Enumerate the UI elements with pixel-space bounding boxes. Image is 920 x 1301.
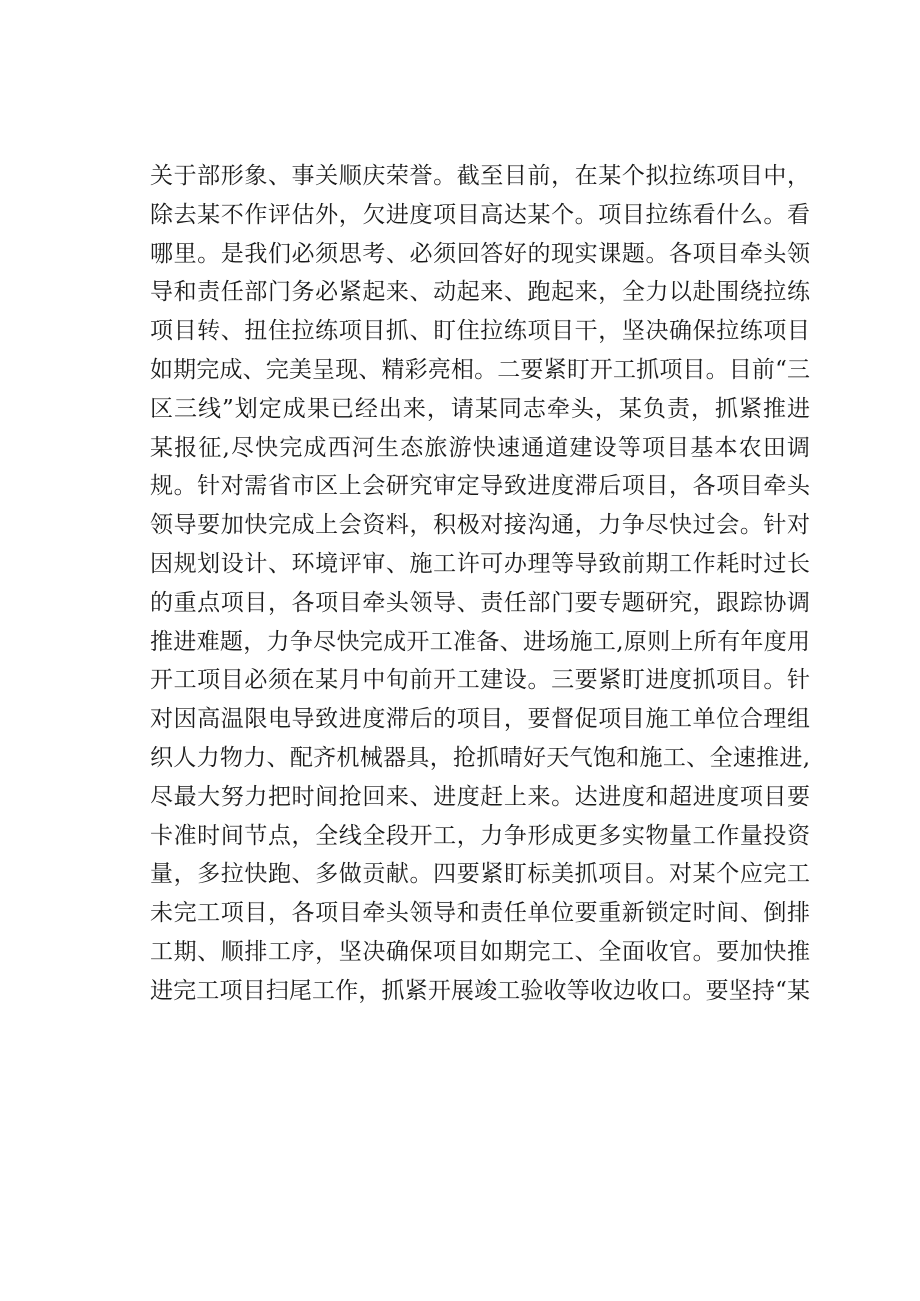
text-line-5: 项目转、扭住拉练项目抓、盯住拉练项目干，坚决确保拉练项目 (150, 318, 810, 345)
text-line-22: 进完工项目扫尾工作，抓紧开展竣工验收等收边收口。要坚持“某 (150, 977, 810, 1004)
text-line-18: 卡准时间节点，全线全段开工，力争形成更多实物量工作量投资 (150, 822, 810, 849)
text-line-11: 因规划设计、环境评审、施工许可办理等导致前期工作耗时过长 (150, 550, 810, 577)
text-line-2: 除去某不作评估外，欠进度项目高达某个。项目拉练看什么。看 (150, 201, 810, 228)
text-line-1: 关于部形象、事关顺庆荣誉。截至目前，在某个拟拉练项目中， (150, 163, 810, 189)
text-line-8: 某报征,尽快完成西河生态旅游快速通道建设等项目基本农田调 (150, 434, 810, 461)
text-line-20: 未完工项目，各项目牵头领导和责任单位要重新锁定时间、倒排 (150, 900, 810, 927)
text-line-10: 领导要加快完成上会资料，积极对接沟通，力争尽快过会。针对 (150, 512, 810, 539)
text-line-6: 如期完成、完美呈现、精彩亮相。二要紧盯开工抓项目。目前“三 (150, 356, 810, 383)
text-line-17: 尽最大努力把时间抢回来、进度赶上来。达进度和超进度项目要 (150, 783, 810, 810)
text-line-15: 对因高温限电导致进度滞后的项目，要督促项目施工单位合理组 (150, 706, 810, 733)
text-line-14: 开工项目必须在某月中旬前开工建设。三要紧盯进度抓项目。针 (150, 667, 810, 694)
text-line-21: 工期、顺排工序，坚决确保项目如期完工、全面收官。要加快推 (150, 938, 810, 965)
body-paragraph (150, 157, 810, 1011)
text-line-13: 推进难题，力争尽快完成开工准备、进场施工,原则上所有年度用 (150, 628, 810, 655)
text-line-4: 导和责任部门务必紧起来、动起来、跑起来，全力以赴围绕拉练 (150, 279, 810, 306)
text-line-19: 量，多拉快跑、多做贡献。四要紧盯标美抓项目。对某个应完工 (150, 861, 810, 888)
text-line-12: 的重点项目，各项目牵头领导、责任部门要专题研究，跟踪协调 (150, 589, 810, 616)
text-line-7: 区三线”划定成果已经出来，请某同志牵头，某负责，抓紧推进 (150, 395, 810, 422)
text-line-16: 织人力物力、配齐机械器具，抢抓晴好天气饱和施工、全速推进, (150, 744, 810, 771)
text-line-9: 规。针对需省市区上会研究审定导致进度滞后项目，各项目牵头 (150, 473, 810, 500)
text-line-3: 哪里。是我们必须思考、必须回答好的现实课题。各项目牵头领 (150, 240, 810, 267)
